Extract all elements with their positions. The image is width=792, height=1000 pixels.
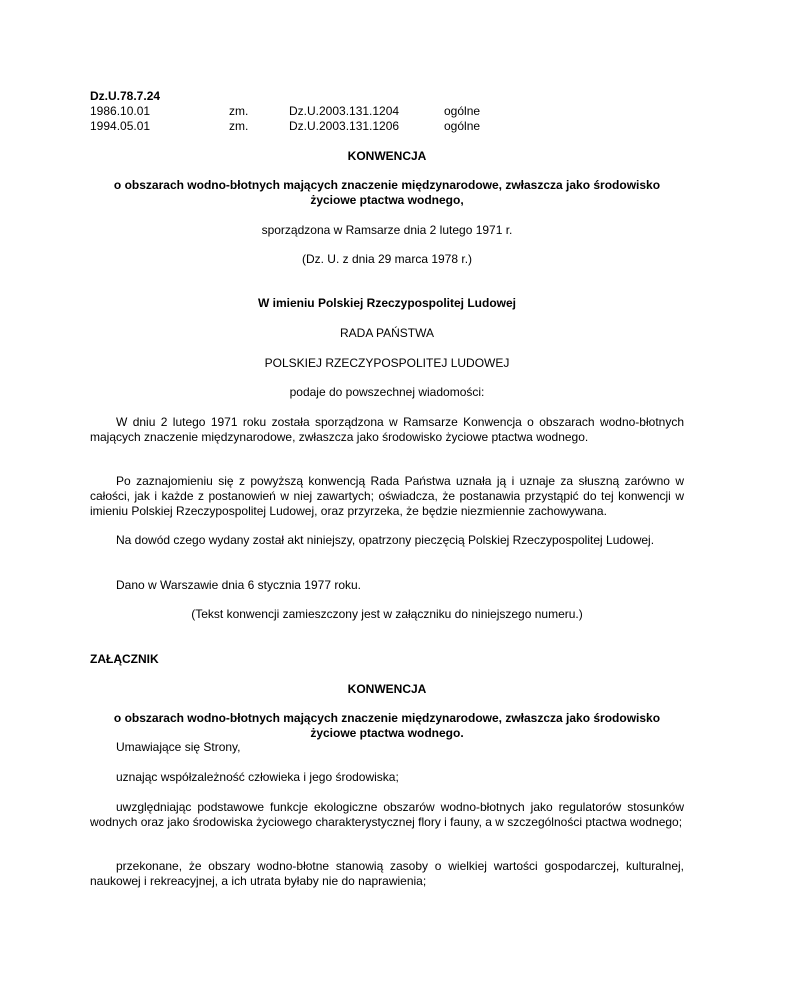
body-paragraph: Na dowód czego wydany został akt niniejszy, opatrzony pieczęcią Polskiej Rzeczypospolitej Ludowej.: [116, 533, 655, 547]
country-name: POLSKIEJ RZECZYPOSPOLITEJ LUDOWEJ: [264, 356, 510, 370]
amendment-ref: Dz.U.2003.131.1206: [289, 119, 400, 133]
doc-id: Dz.U.78.7.24: [90, 89, 161, 103]
council-name: RADA PAŃSTWA: [339, 326, 434, 340]
amendment-row: [90, 104, 684, 119]
convention-subtitle-line1: o obszarach wodno-błotnych mających znaczenie międzynarodowe, zwłaszcza jako środowisko: [113, 178, 661, 192]
amendment-type: zm.: [229, 119, 249, 133]
body-paragraph: W dniu 2 lutego 1971 roku została sporządzona w Ramsarze Konwencja o obszarach wodno-błotnych mających znaczenie międzynarodowe, zwłaszcza jako środowisko życiowe ptactwa wodnego.: [90, 415, 684, 444]
amendment-ref: Dz.U.2003.131.1204: [289, 104, 400, 118]
convention-subtitle-line2: życiowe ptactwa wodnego,: [310, 193, 464, 207]
convention-heading: KONWENCJA: [347, 149, 427, 163]
annex-subtitle-line1: o obszarach wodno-błotnych mających znaczenie międzynarodowe, zwłaszcza jako środowisko: [113, 711, 661, 725]
amendment-date: 1986.10.01: [90, 104, 151, 118]
recital: przekonane, że obszary wodno-błotne stanowią zasoby o wielkiej wartości gospodarczej, kulturalnej, naukowej i rekreacyjnej, a ich utrata byłaby nie do naprawienia;: [90, 859, 684, 888]
amendment-scope: ogólne: [444, 119, 481, 133]
convention-journal-ref: (Dz. U. z dnia 29 marca 1978 r.): [301, 252, 473, 266]
amendment-scope: ogólne: [444, 104, 481, 118]
announcement-line: podaje do powszechnej wiadomości:: [289, 385, 485, 399]
body-paragraph: Po zaznajomieniu się z powyższą konwencją Rada Państwa uznała ją i uznaje za słuszną zarówno w całości, jak i każde z postanowień w niej zawartych; oświadcza, że postanawia przystąpić do tej konwencji w imieniu Polskiej Rzeczypospolitej Ludowej, oraz przyrzeka, że będzie niezmiennie zachowywana.: [90, 474, 684, 518]
parties-line: Umawiające się Strony,: [116, 740, 241, 754]
recital: uwzględniając podstawowe funkcje ekologiczne obszarów wodno-błotnych jako regulatorów stosunków wodnych oraz jako środowiska życiowego charakterystycznej flory i fauny, a w szczególności ptactwa wodnego;: [90, 800, 684, 829]
annex-heading: KONWENCJA: [347, 682, 427, 696]
amendment-row: [90, 119, 684, 134]
on-behalf-heading: W imieniu Polskiej Rzeczypospolitej Ludowej: [257, 296, 517, 310]
annex-label: ZAŁĄCZNIK: [90, 652, 159, 666]
amendment-type: zm.: [229, 104, 249, 118]
annex-subtitle-line2: życiowe ptactwa wodnego.: [310, 726, 464, 740]
convention-place-date: sporządzona w Ramsarze dnia 2 lutego 1971 r.: [261, 223, 513, 237]
amendment-date: 1994.05.01: [90, 119, 151, 133]
recital: uznając współzależność człowieka i jego środowiska;: [116, 770, 399, 784]
dated-line: Dano w Warszawie dnia 6 stycznia 1977 roku.: [116, 578, 362, 592]
annex-note: (Tekst konwencji zamieszczony jest w załączniku do niniejszego numeru.): [191, 607, 583, 621]
